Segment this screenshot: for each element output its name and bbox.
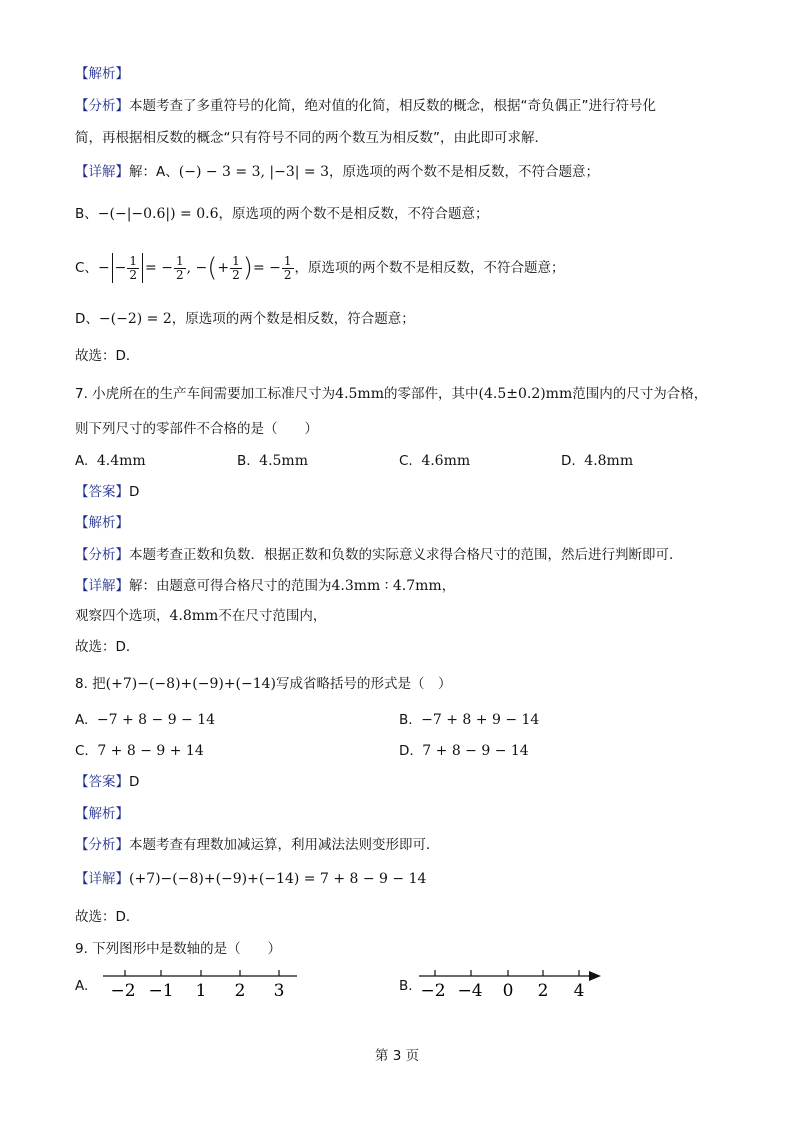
fraction-half: $\frac{1}{2}$ <box>175 253 184 282</box>
q7-option-b: B. 4.5mm <box>237 453 308 469</box>
q9-option-a-label: A. <box>75 978 89 994</box>
q8-option-b: B. −7 + 8 + 9 − 14 <box>399 712 540 728</box>
q8-stem: 8. 把(+7)−(−8)+(−9)+(−14)写成省略括号的形式是（ ） <box>75 676 452 692</box>
q7-fenxi: 【分析】本题考查正数和负数．根据正数和负数的实际意义求得合格尺寸的范围，然后进行判断即可． <box>75 547 683 563</box>
q6-fenxi-line1: 【分析】本题考查了多重符号的化简，绝对值的化简，相反数的概念，根据“奇负偶正”进行符号化 <box>75 98 656 114</box>
q9-option-a-number-line <box>95 966 305 1002</box>
q6-answer-line: 故选：D． <box>75 348 140 364</box>
tick-label: 4 <box>573 981 585 1001</box>
q6-xiangjie-b: B、−(−|−0.6|) = 0.6，原选项的两个数不是相反数，不符合题意； <box>75 206 489 222</box>
q8-option-c: C. 7 + 8 − 9 + 14 <box>75 743 204 759</box>
tick-label: −4 <box>457 981 483 1001</box>
tick-label: −2 <box>420 981 446 1001</box>
page-number: 第 3 页 <box>374 1048 420 1064</box>
tick-label: 0 <box>502 981 514 1001</box>
tick-label: 2 <box>234 981 246 1001</box>
q7-answer-line: 故选：D． <box>75 639 140 655</box>
q7-jiexi-heading: 【解析】 <box>75 515 129 531</box>
q7-stem-line1: 7. 小虎所在的生产车间需要加工标准尺寸为4.5mm的零部件，其中(4.5±0.2)mm范围内的尺寸为合格， <box>75 386 708 402</box>
q8-answer: 【答案】D <box>75 774 140 790</box>
q7-stem-line2: 则下列尺寸的零部件不合格的是（ ） <box>75 421 318 437</box>
q7-answer: 【答案】D <box>75 484 140 500</box>
q8-answer-line: 故选：D． <box>75 909 140 925</box>
fraction-half: $\frac{1}{2}$ <box>232 253 240 282</box>
q9-option-b-label: B. <box>399 978 413 994</box>
q9-stem: 9. 下列图形中是数轴的是（ ） <box>75 941 282 957</box>
fraction-half: $\frac{1}{2}$ <box>129 253 138 282</box>
q6-fenxi-line2: 简，再根据相反数的概念“只有符号不同的两个数互为相反数”，由此即可求解． <box>75 130 548 146</box>
q8-option-a: A. −7 + 8 − 9 − 14 <box>75 712 216 728</box>
q7-option-d: D. 4.8mm <box>561 453 634 469</box>
fraction-half: $\frac{1}{2}$ <box>283 253 292 282</box>
q8-option-d: D. 7 + 8 − 9 − 14 <box>399 743 529 759</box>
q6-xiangjie-d: D、−(−2) = 2，原选项的两个数是相反数，符合题意； <box>75 311 415 327</box>
q7-xiangjie: 【详解】解：由题意可得合格尺寸的范围为4.3mm ∶ 4.7mm， <box>75 578 456 594</box>
tick-label: 2 <box>537 981 549 1001</box>
tick-label: 3 <box>273 981 285 1001</box>
q6-xiangjie-a: 【详解】解：A、(−) − 3 = 3, |−3| = 3，原选项的两个数不是相反数，不符合题意； <box>75 164 599 180</box>
q8-xiangjie: 【详解】(+7)−(−8)+(−9)+(−14) = 7 + 8 − 9 − 14 <box>75 871 427 887</box>
q8-jiexi-heading: 【解析】 <box>75 806 129 822</box>
q7-observe: 观察四个选项，4.8mm不在尺寸范围内， <box>75 608 327 624</box>
tick-label: −2 <box>110 981 136 1001</box>
arrow-right-icon <box>589 971 601 981</box>
q8-fenxi: 【分析】本题考查有理数加减运算，利用减法法则变形即可． <box>75 837 440 853</box>
q6-jiexi-heading: 【解析】 <box>75 66 129 82</box>
q7-option-c: C. 4.6mm <box>399 453 471 469</box>
q6-xiangjie-c: C、− − $\frac{1}{2}$ = − $\frac{1}{2}$ , −(+ $\frac{1}{2}$ )= − $\frac{1}{2}$ ，原选项的两个数不是相反数，不符合题意； <box>75 253 565 283</box>
tick-label: −1 <box>148 981 174 1001</box>
tick-label: 1 <box>195 981 207 1001</box>
q7-option-a: A. 4.4mm <box>75 453 146 469</box>
q9-option-b-number-line <box>415 966 605 1002</box>
